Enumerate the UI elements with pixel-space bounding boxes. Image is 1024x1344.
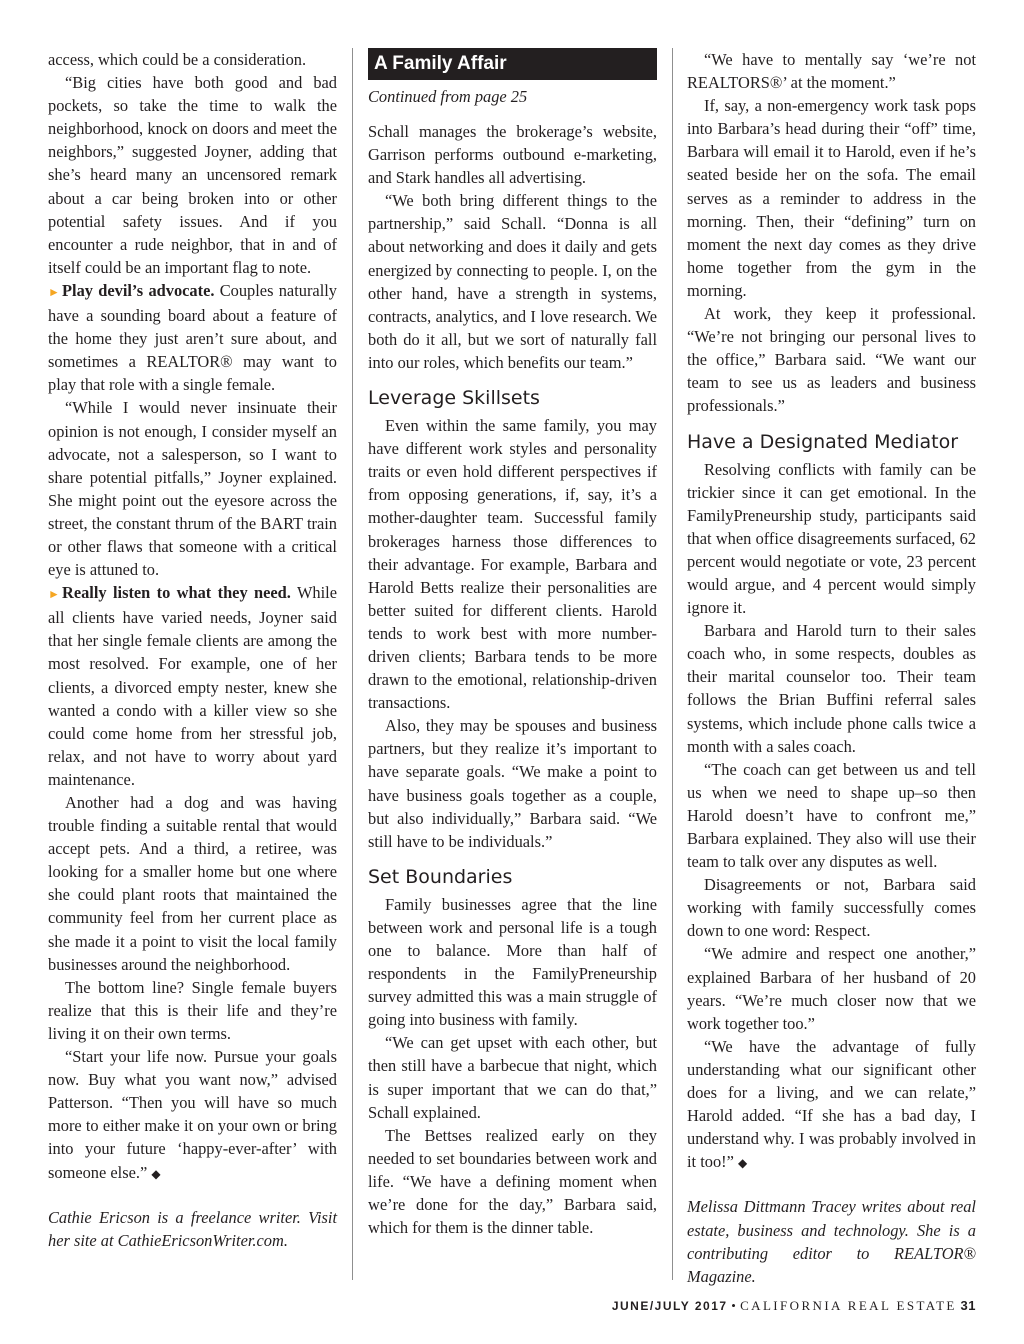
triangle-right-icon: ►: [48, 587, 60, 602]
column-divider: [352, 48, 353, 1280]
author-bio: Cathie Ericson is a freelance writer. Visit her site at CathieEricsonWriter.com.: [48, 1207, 337, 1250]
magazine-name: CALIFORNIA REAL ESTATE: [740, 1298, 957, 1313]
tip-paragraph: [48, 279, 337, 396]
diamond-icon: ◆: [738, 1156, 748, 1171]
paragraph: “We can get upset with each other, but then still have a barbecue that night, which is super important that we can do that,” Schall explained.: [368, 1033, 657, 1122]
paragraph: Barbara and Harold turn to their sales coach who, in some respects, doubles as their marital counselor too. Their team follows the Brian Buffini referral sales systems, which include phone calls twice a month with a sales coach.: [687, 621, 976, 756]
paragraph: “We admire and respect one another,” explained Barbara of her husband of 20 years. “We’re much closer now that we work together too.”: [687, 944, 976, 1033]
page-footer: [612, 1298, 976, 1314]
section-heading: Set Boundaries: [368, 865, 513, 888]
paragraph: The Bettses realized early on they needed to set boundaries between work and life. “We have a defining moment when we’re done for the day,” Barbara said, which for them is the dinner table.: [368, 1125, 657, 1238]
tip-text: Couples naturally have a sounding board about a feature of the home they just aren’t sure about, and sometimes a REALTOR® may want to play that role with a single female.: [48, 280, 337, 395]
paragraph: Family businesses agree that the line between work and personal life is a tough one to balance. More than half of respondents in the FamilyPreneurship survey admitted this was a main struggle of going into business with family.: [368, 894, 657, 1030]
article-banner: A Family Affair: [368, 48, 657, 80]
paragraph: Even within the same family, you may have different work styles and personality traits or even hold different perspectives if from opposing generations, if, say, it’s a mother-daughter team. Successful family brokerages harness those differences to their advantage. For example, Barbara and Harold Betts realize their personalities are better suited for different clients. Harold tends to work best with more number-driven clients; Barbara tends to be more drawn to the emotional, relationship-driven transactions.: [368, 416, 657, 713]
column-2: [368, 48, 657, 1239]
paragraph: Also, they may be spouses and business partners, but they realize it’s important to have separate goals. “We make a point to have business goals together as a couple, but also individually,” Barbara said. “We still have to be individuals.”: [368, 716, 657, 851]
page-number: 31: [960, 1298, 976, 1313]
paragraph: At work, they keep it professional. “We’re not bringing our personal lives to the office,” Barbara said. “We want our team to see us as leaders and business professionals.”: [687, 304, 976, 416]
paragraph: If, say, a non-emergency work task pops into Barbara’s head during their “off” time, Barbara will email it to Harold, even if he’s seated beside her on the sofa. The email serves as a reminder to address in the morning. Then, their “defining” turn on moment the next day comes as they drive home together from the gym in the morning.: [687, 96, 976, 300]
tip-lead: Really listen to what they need.: [62, 583, 291, 603]
paragraph: “The coach can get between us and tell us when we need to shape up–so then Harold doesn’t have to confront me,” Barbara explained. They also will use their team to talk over any disputes as well.: [687, 759, 976, 872]
paragraph: Schall manages the brokerage’s website, Garrison performs outbound e-marketing, and Stark handles all advertising.: [368, 122, 657, 188]
section-heading: Leverage Skillsets: [368, 387, 540, 410]
paragraph: access, which could be a consideration.: [48, 50, 307, 69]
paragraph: “Big cities have both good and bad pockets, so take the time to walk the neighborhood, knock on doors and meet the neighbors,” suggested Joyner, adding that she’s heard many an uncensored remark about a car being broken into or other potential safety issues. And if you encounter a rude neighbor, that in and of itself could be an important flag to note.: [48, 73, 337, 277]
paragraph-text: “We have the advantage of fully understanding what our significant other does for a living, and we can relate,” Harold added. “If she has a bad day, I understand why. I was probably involved in it too!”: [687, 1036, 976, 1172]
tip-paragraph: [48, 581, 337, 791]
triangle-right-icon: ►: [48, 284, 60, 299]
column-3: [687, 48, 976, 1288]
continued-note: Continued from page 25: [368, 87, 528, 106]
footer-bullet: •: [731, 1298, 737, 1313]
paragraph: The bottom line? Single female buyers realize that this is their life and they’re living it on their own terms.: [48, 977, 337, 1043]
paragraph: Disagreements or not, Barbara said working with family successfully comes down to one word: Respect.: [687, 875, 976, 941]
section-heading: Have a Designated Mediator: [687, 430, 959, 453]
issue-date: JUNE/JULY 2017: [611, 1299, 728, 1313]
column-1: [48, 48, 337, 1252]
paragraph: [48, 1045, 337, 1186]
paragraph-text: “Start your life now. Pursue your goals now. Buy what you want now,” advised Patterson. “Then you will have so much more to either make it on your own or bring into your future ‘happy-ever-after’ with someone else.”: [48, 1047, 337, 1182]
paragraph: [687, 1035, 976, 1176]
paragraph: Resolving conflicts with family can be trickier since it can get emotional. In the FamilyPreneurship study, participants said that when office disagreements surfaced, 62 percent would negotiate or vote, 23 percent would argue, and 4 percent would simply ignore it.: [687, 459, 976, 618]
paragraph: Another had a dog and was having trouble finding a suitable rental that would accept pets. And a third, a retiree, was looking for a smaller home but one where she could plant roots that maintained the community feel from her current place as she made it a point to visit the local family businesses around the neighborhood.: [48, 793, 337, 974]
paragraph: “We both bring different things to the partnership,” said Schall. “Donna is all about networking and does it daily and gets energized by connecting to people. I, on the other hand, have a strength in systems, contracts, analytics, and I love research. We both do it all, but we sort of naturally fall into our roles, which benefits our team.”: [368, 191, 657, 372]
paragraph: “We have to mentally say ‘we’re not REALTORS®’ at the moment.”: [687, 50, 976, 93]
tip-text: While all clients have varied needs, Joyner said that her single female clients are among the most resolved. For example, one of her clients, a divorced empty nester, knew she wanted a condo with a killer view so she could come home from her stressful job, relax, and not have to worry about yard maintenance.: [48, 583, 337, 789]
paragraph: “While I would never insinuate their opinion is not enough, I consider myself an advocate, not a salesperson, so I want to share potential pitfalls,” Joyner explained. She might point out the eyesore across the street, the constant thrum of the BART train or other flaws that someone with a critical eye is attuned to.: [48, 398, 337, 580]
author-bio: Melissa Dittmann Tracey writes about real estate, business and technology. She is a contributing editor to REALTOR® Magazine.: [687, 1197, 976, 1286]
tip-lead: Play devil’s advocate.: [62, 280, 215, 300]
column-divider: [672, 48, 673, 1280]
diamond-icon: ◆: [151, 1166, 161, 1181]
